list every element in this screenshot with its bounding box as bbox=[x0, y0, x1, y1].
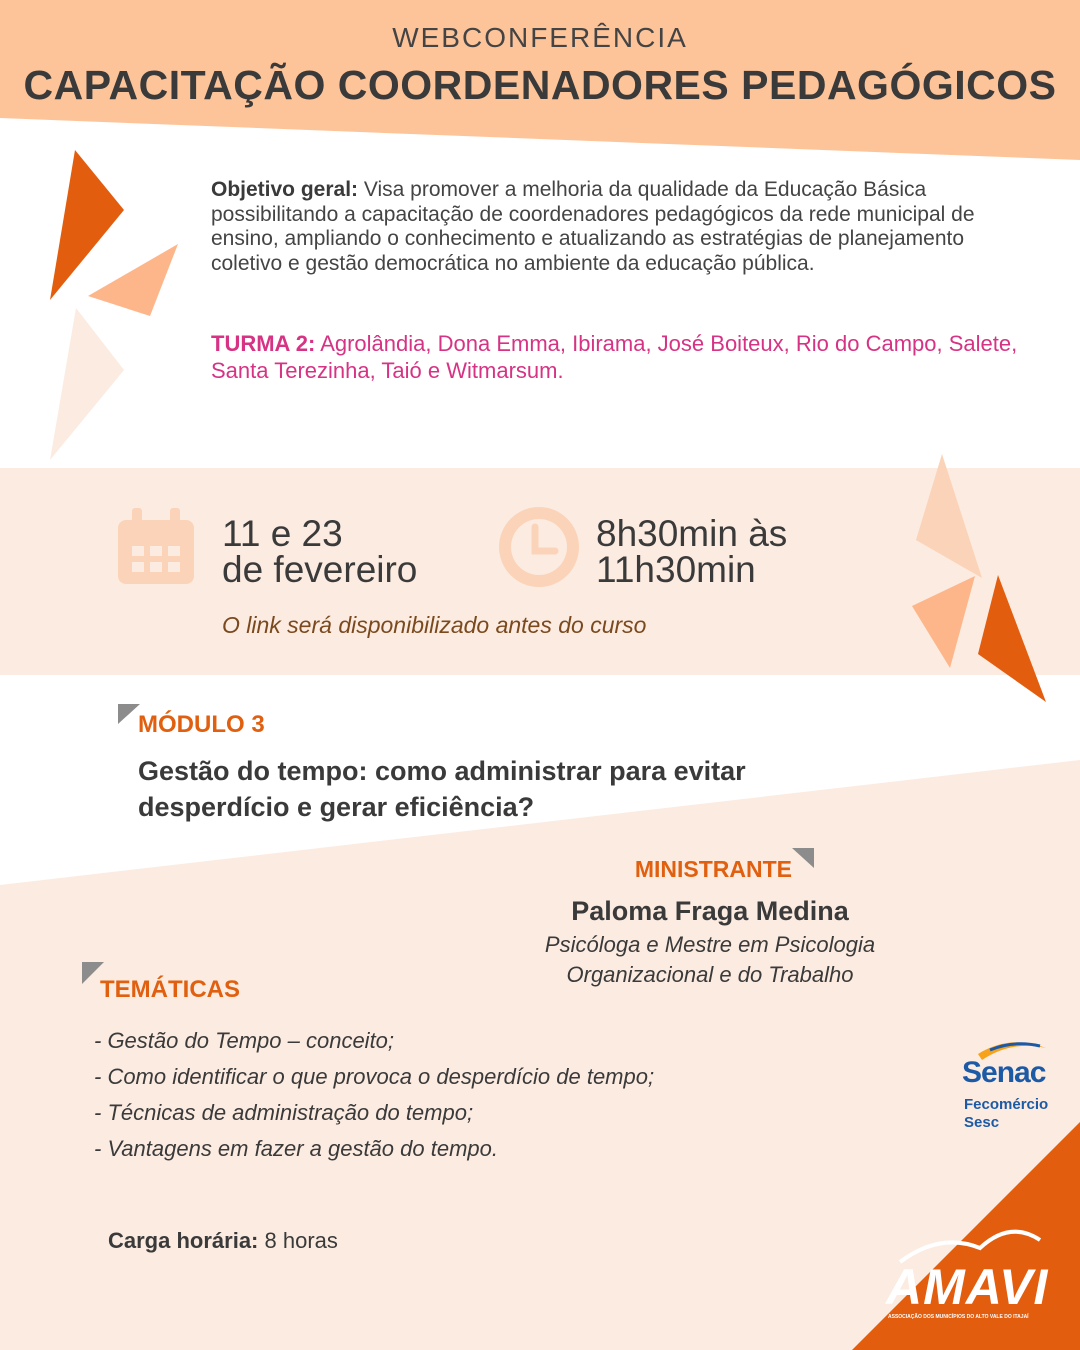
list-item: - Como identificar o que provoca o desperdício de tempo; bbox=[94, 1064, 655, 1089]
objective-paragraph bbox=[211, 178, 1031, 276]
time-line-2: 11h30min bbox=[596, 549, 756, 590]
senac-logo: Senac bbox=[962, 1056, 1046, 1089]
date-line-2: de fevereiro bbox=[222, 549, 418, 590]
module-title bbox=[138, 753, 858, 825]
list-item: - Técnicas de administração do tempo; bbox=[94, 1100, 474, 1125]
ministrante-label: MINISTRANTE bbox=[634, 856, 792, 882]
module-label: MÓDULO 3 bbox=[138, 711, 265, 738]
fecomercio-sesc-logo bbox=[964, 1096, 1048, 1132]
amavi-subtitle: ASSOCIAÇÃO DOS MUNICÍPIOS DO ALTO VALE DO ITAJAÍ bbox=[888, 1314, 1029, 1320]
fecomercio-text: Fecomércio bbox=[964, 1096, 1049, 1113]
event-time bbox=[596, 513, 856, 590]
turma-text: Agrolândia, Dona Emma, Ibirama, José Boiteux, Rio do Campo, Salete, Santa Terezinha, Taió e Witmarsum. bbox=[211, 331, 1018, 383]
triangle-decor bbox=[88, 244, 178, 316]
ministrante-role-line-2: Organizacional e do Trabalho bbox=[566, 962, 854, 987]
workload-label: Carga horária: bbox=[108, 1228, 259, 1253]
time-line-1: 8h30min às bbox=[596, 513, 788, 554]
triangle-decor bbox=[50, 150, 124, 300]
module-title-line-1: Gestão do tempo: como administrar para evitar bbox=[138, 756, 746, 786]
date-line-1: 11 e 23 bbox=[222, 513, 343, 554]
ministrante-role bbox=[460, 930, 960, 990]
event-type: WEBCONFERÊNCIA bbox=[392, 22, 688, 53]
workload-value: 8 horas bbox=[258, 1228, 338, 1253]
link-note: O link será disponibilizado antes do curso bbox=[222, 612, 647, 638]
event-date bbox=[222, 513, 492, 590]
list-item: - Gestão do Tempo – conceito; bbox=[94, 1028, 395, 1053]
clock-icon bbox=[499, 507, 579, 587]
workload bbox=[108, 1228, 338, 1254]
marker-icon bbox=[118, 704, 140, 724]
list-item: - Vantagens em fazer a gestão do tempo. bbox=[94, 1136, 498, 1161]
tematicas-label: TEMÁTICAS bbox=[100, 976, 240, 1003]
ministrante-role-line-1: Psicóloga e Mestre em Psicologia bbox=[544, 932, 876, 957]
objective-text: Visa promover a melhoria da qualidade da Educação Básica possibilitando a capacitação de coordenadores pedagógicos da rede municipal de ensino, ampliando o conhecimento e atualizando as estratégias de planejamento coletivo e gestão democrática no ambiente da educação pública. bbox=[211, 178, 975, 275]
ministrante-name: Paloma Fraga Medina bbox=[571, 896, 849, 926]
triangle-decor bbox=[50, 308, 124, 460]
turma-label: TURMA 2: bbox=[211, 331, 316, 356]
objective-label: Objetivo geral: bbox=[211, 178, 359, 201]
module-title-line-2: desperdício e gerar eficiência? bbox=[138, 792, 535, 822]
tematicas-list bbox=[94, 1026, 854, 1170]
turma-paragraph bbox=[211, 330, 1041, 384]
page-title: CAPACITAÇÃO COORDENADORES PEDAGÓGICOS bbox=[23, 62, 1057, 108]
amavi-logo: AMAVI bbox=[886, 1259, 1049, 1315]
sesc-text: Sesc bbox=[964, 1114, 1000, 1131]
